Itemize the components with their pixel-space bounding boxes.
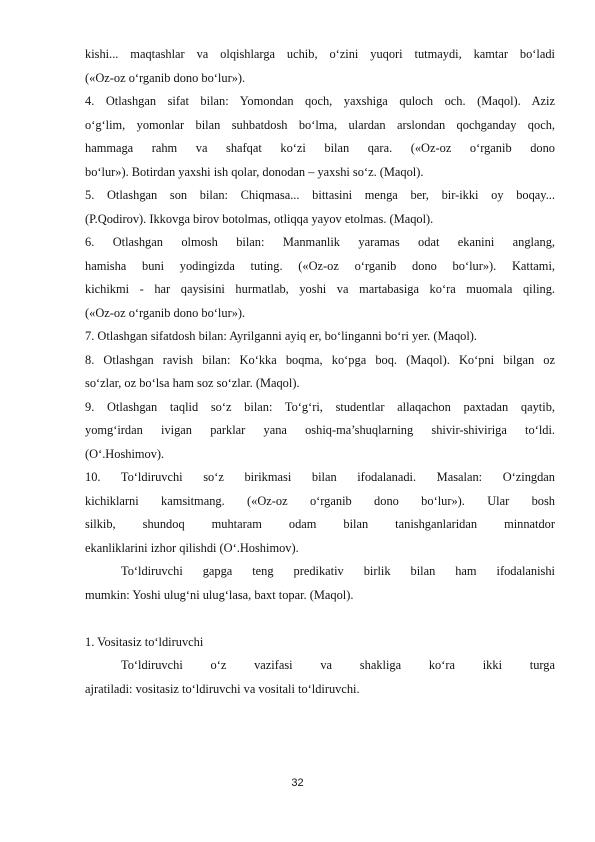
document-page	[85, 43, 555, 701]
page-number: 32	[291, 777, 304, 789]
text-line: 6. Otlashgan olmosh bilan: Manmanlik yaramas odat ekanini anglang,	[85, 235, 555, 249]
text-line: kichiklarni kamsitmang. («Oz-oz o‘rganib dono bo‘lur»). Ular bosh	[85, 493, 555, 508]
text-line: 5. Otlashgan son bilan: Chiqmasa... bittasini menga ber, bir-ikki oy boqay...	[85, 188, 555, 202]
text-line: mumkin: Yoshi ulug‘ni ulug‘lasa, baxt topar. (Maqol).	[85, 587, 354, 602]
text-line: («Oz-oz o‘rganib dono bo‘lur»).	[85, 70, 246, 85]
text-line: 10. To‘ldiruvchi so‘z birikmasi bilan ifodalanadi. Masalan: O‘zingdan	[85, 470, 555, 484]
text-line: 8. Otlashgan ravish bilan: Ko‘kka boqma, ko‘pga boq. (Maqol). Ko‘pni bilgan oz	[85, 352, 555, 367]
text-line: hamisha buni yodingizda tuting. («Oz-oz o‘rganib dono bo‘lur»). Kattami,	[85, 258, 555, 273]
text-line: bo‘lur»). Botirdan yaxshi ish qolar, donodan – yaxshi so‘z. (Maqol).	[85, 164, 424, 179]
text-line: ekanliklarini izhor qilishdi (O‘.Hoshimov).	[85, 540, 299, 555]
section-heading: 1. Vositasiz to‘ldiruvchi	[85, 634, 204, 649]
text-line: yomg‘irdan ivigan parklar yana oshiq-ma’shuqlarning shivir-shiviriga to‘ldi.	[85, 423, 555, 437]
text-line: silkib, shundoq muhtaram odam bilan tanishganlaridan minnatdor	[85, 517, 555, 531]
text-line: kishi... maqtashlar va olqishlarga uchib, o‘zini yuqori tutmaydi, kamtar bo‘ladi	[85, 47, 555, 61]
text-line: 9. Otlashgan taqlid so‘z bilan: To‘g‘ri, studentlar allaqachon paxtadan qaytib,	[85, 399, 555, 414]
text-line: hammaga rahm va shafqat ko‘zi bilan qara. («Oz-oz o‘rganib dono	[85, 141, 555, 155]
text-line: 7. Otlashgan sifatdosh bilan: Ayrilganni ayiq er, bo‘linganni bo‘ri yer. (Maqol).	[85, 329, 478, 343]
text-line: (O‘.Hoshimov).	[85, 446, 165, 461]
text-line: so‘zlar, oz bo‘lsa ham soz so‘zlar. (Maqol).	[85, 376, 300, 390]
text-line: To‘ldiruvchi o‘z vazifasi va shakliga ko‘ra ikki turga	[121, 658, 555, 672]
text-line: 4. Otlashgan sifat bilan: Yomondan qoch, yaxshiga quloch och. (Maqol). Aziz	[85, 94, 555, 108]
text-line: o‘g‘lim, yomonlar bilan suhbatdosh bo‘lma, ulardan arslondan qochganday qoch,	[85, 117, 555, 132]
text-line: («Oz-oz o‘rganib dono bo‘lur»).	[85, 305, 246, 320]
text-line: ajratiladi: vositasiz to‘ldiruvchi va vositali to‘ldiruvchi.	[85, 681, 360, 696]
text-line: (P.Qodirov). Ikkovga birov botolmas, otliqqa yayov etolmas. (Maqol).	[85, 211, 434, 226]
text-line: kichikmi - har qaysisini hurmatlab, yoshi va martabasiga ko‘ra muomala qiling.	[85, 282, 555, 296]
text-line: To‘ldiruvchi gapga teng predikativ birlik bilan ham ifodalanishi	[121, 564, 555, 578]
blank-line	[85, 607, 555, 631]
